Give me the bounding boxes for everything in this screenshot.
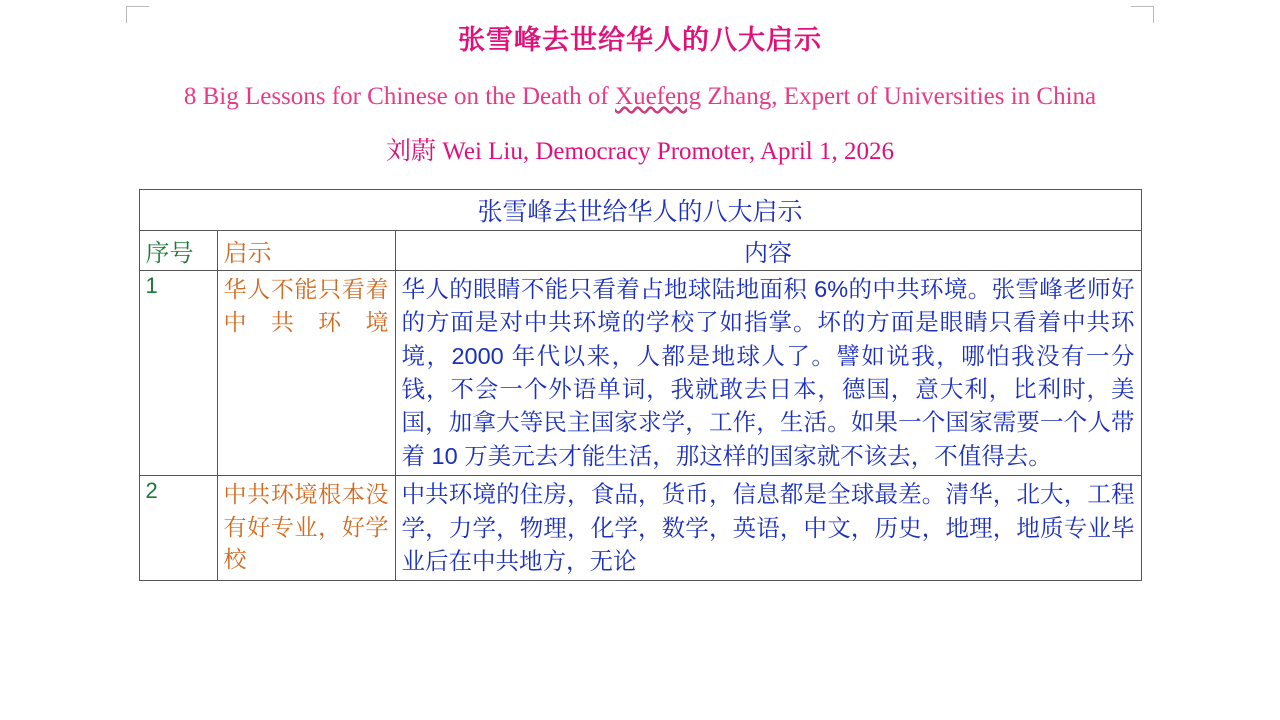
table-caption-row <box>139 190 1141 231</box>
table-row <box>139 271 1141 476</box>
table-caption: 张雪峰去世给华人的八大启示 <box>139 190 1141 231</box>
lessons-table <box>139 189 1142 581</box>
row-number: 2 <box>139 476 217 581</box>
table-row <box>139 476 1141 581</box>
page-title-english <box>0 83 1280 111</box>
row-lesson: 华人不能只看着中共环境 <box>217 271 395 476</box>
column-header-lesson: 启示 <box>217 231 395 271</box>
page-title-chinese: 张雪峰去世给华人的八大启示 <box>458 25 822 55</box>
byline: 刘蔚 Wei Liu, Democracy Promoter, April 1, 2026 <box>386 138 894 165</box>
column-header-content: 内容 <box>395 231 1141 271</box>
column-header-number: 序号 <box>139 231 217 271</box>
row-lesson: 中共环境根本没有好专业，好学校 <box>217 476 395 581</box>
title-en-suffix: Zhang, Expert of Universities in China <box>701 83 1097 110</box>
row-content: 中共环境的住房，食品，货币，信息都是全球最差。清华，北大，工程学，力学，物理，化学，数学，英语，中文，历史，地理，地质专业毕业后在中共地方，无论 <box>395 476 1141 581</box>
row-content: 华人的眼睛不能只看着占地球陆地面积 6%的中共环境。张雪峰老师好的方面是对中共环境的学校了如指掌。坏的方面是眼睛只看着中共环境，2000 年代以来，人都是地球人了。譬如说我，哪怕我没有一分钱，不会一个外语单词，我就敢去日本，德国，意大利，比利时，美国，加拿大等民主国家求学，工作，生活。如果一个国家需要一个人带着 10 万美元去才能生活，那这样的国家就不该去，不值得去。 <box>395 271 1141 476</box>
title-en-prefix: 8 Big Lessons for Chinese on the Death of <box>183 83 616 110</box>
title-en-name: Xuefeng <box>615 83 702 110</box>
table-header-row <box>139 231 1141 271</box>
row-number: 1 <box>139 271 217 476</box>
